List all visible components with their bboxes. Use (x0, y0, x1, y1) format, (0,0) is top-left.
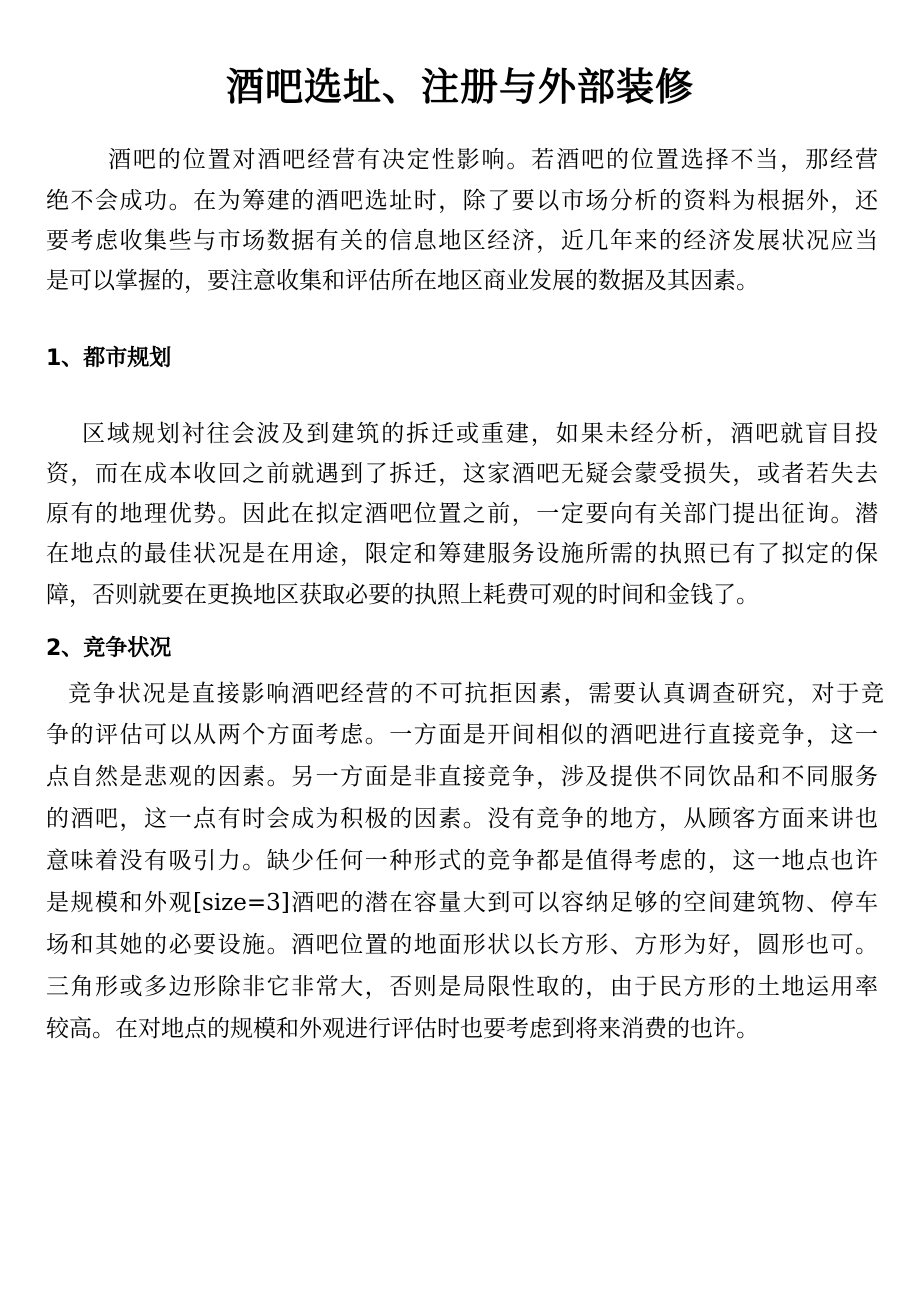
paragraph-line: 点自然是悲观的因素。另一方面是非直接竞争，涉及提供不同饮品和不同服务 (46, 764, 878, 790)
paragraph-line: 原有的地理优势。因此在拟定酒吧位置之前，一定要向有关部门提出征询。潜 (46, 501, 878, 527)
paragraph-line: 是规模和外观[size=3]酒吧的潜在容量大到可以容纳足够的空间建筑物、停车 (46, 890, 878, 916)
paragraph-line: 争的评估可以从两个方面考虑。一方面是开间相似的酒吧进行直接竞争，这一 (46, 722, 878, 748)
paragraph-line: 在地点的最佳状况是在用途，限定和筹建服务设施所需的执照已有了拟定的保 (46, 541, 878, 567)
paragraph-line: 较高。在对地点的规模和外观进行评估时也要考虑到将来消费的也许。 (46, 1016, 759, 1042)
paragraph-line: 竞争状况是直接影响酒吧经营的不可抗拒因素，需要认真调查研究，对于竞 (68, 681, 884, 707)
paragraph-line: 区域规划衬往会波及到建筑的拆迁或重建，如果未经分析，酒吧就盲目投 (82, 421, 878, 447)
paragraph-line: 障，否则就要在更换地区获取必要的执照上耗费可观的时间和金钱了。 (46, 582, 759, 608)
section-heading: 1、都市规划 (46, 346, 172, 371)
paragraph-line: 场和其她的必要设施。酒吧位置的地面形状以长方形、方形为好，圆形也可。 (46, 932, 878, 958)
paragraph-line: 意味着没有吸引力。缺少任何一种形式的竞争都是值得考虑的，这一地点也许 (46, 848, 878, 874)
paragraph-line: 酒吧的位置对酒吧经营有决定性影响。若酒吧的位置选择不当，那经营 (108, 147, 878, 173)
section-heading: 2、竞争状况 (46, 636, 172, 661)
paragraph-line: 要考虑收集些与市场数据有关的信息地区经济，近几年来的经济发展状况应当 (46, 228, 878, 254)
paragraph-line: 绝不会成功。在为筹建的酒吧选址时，除了要以市场分析的资料为根据外，还 (46, 188, 878, 214)
document-title: 酒吧选址、注册与外部装修 (225, 64, 694, 109)
paragraph-line: 是可以掌握的，要注意收集和评估所在地区商业发展的数据及其因素。 (46, 268, 759, 294)
paragraph-line: 三角形或多边形除非它非常大，否则是局限性取的，由于民方形的土地运用率 (46, 974, 878, 1000)
paragraph-line: 资，而在成本收回之前就遇到了拆迁，这家酒吧无疑会蒙受损失，或者若失去 (46, 461, 878, 487)
paragraph-line: 的酒吧，这一点有时会成为积极的因素。没有竞争的地方，从顾客方面来讲也 (46, 806, 878, 832)
